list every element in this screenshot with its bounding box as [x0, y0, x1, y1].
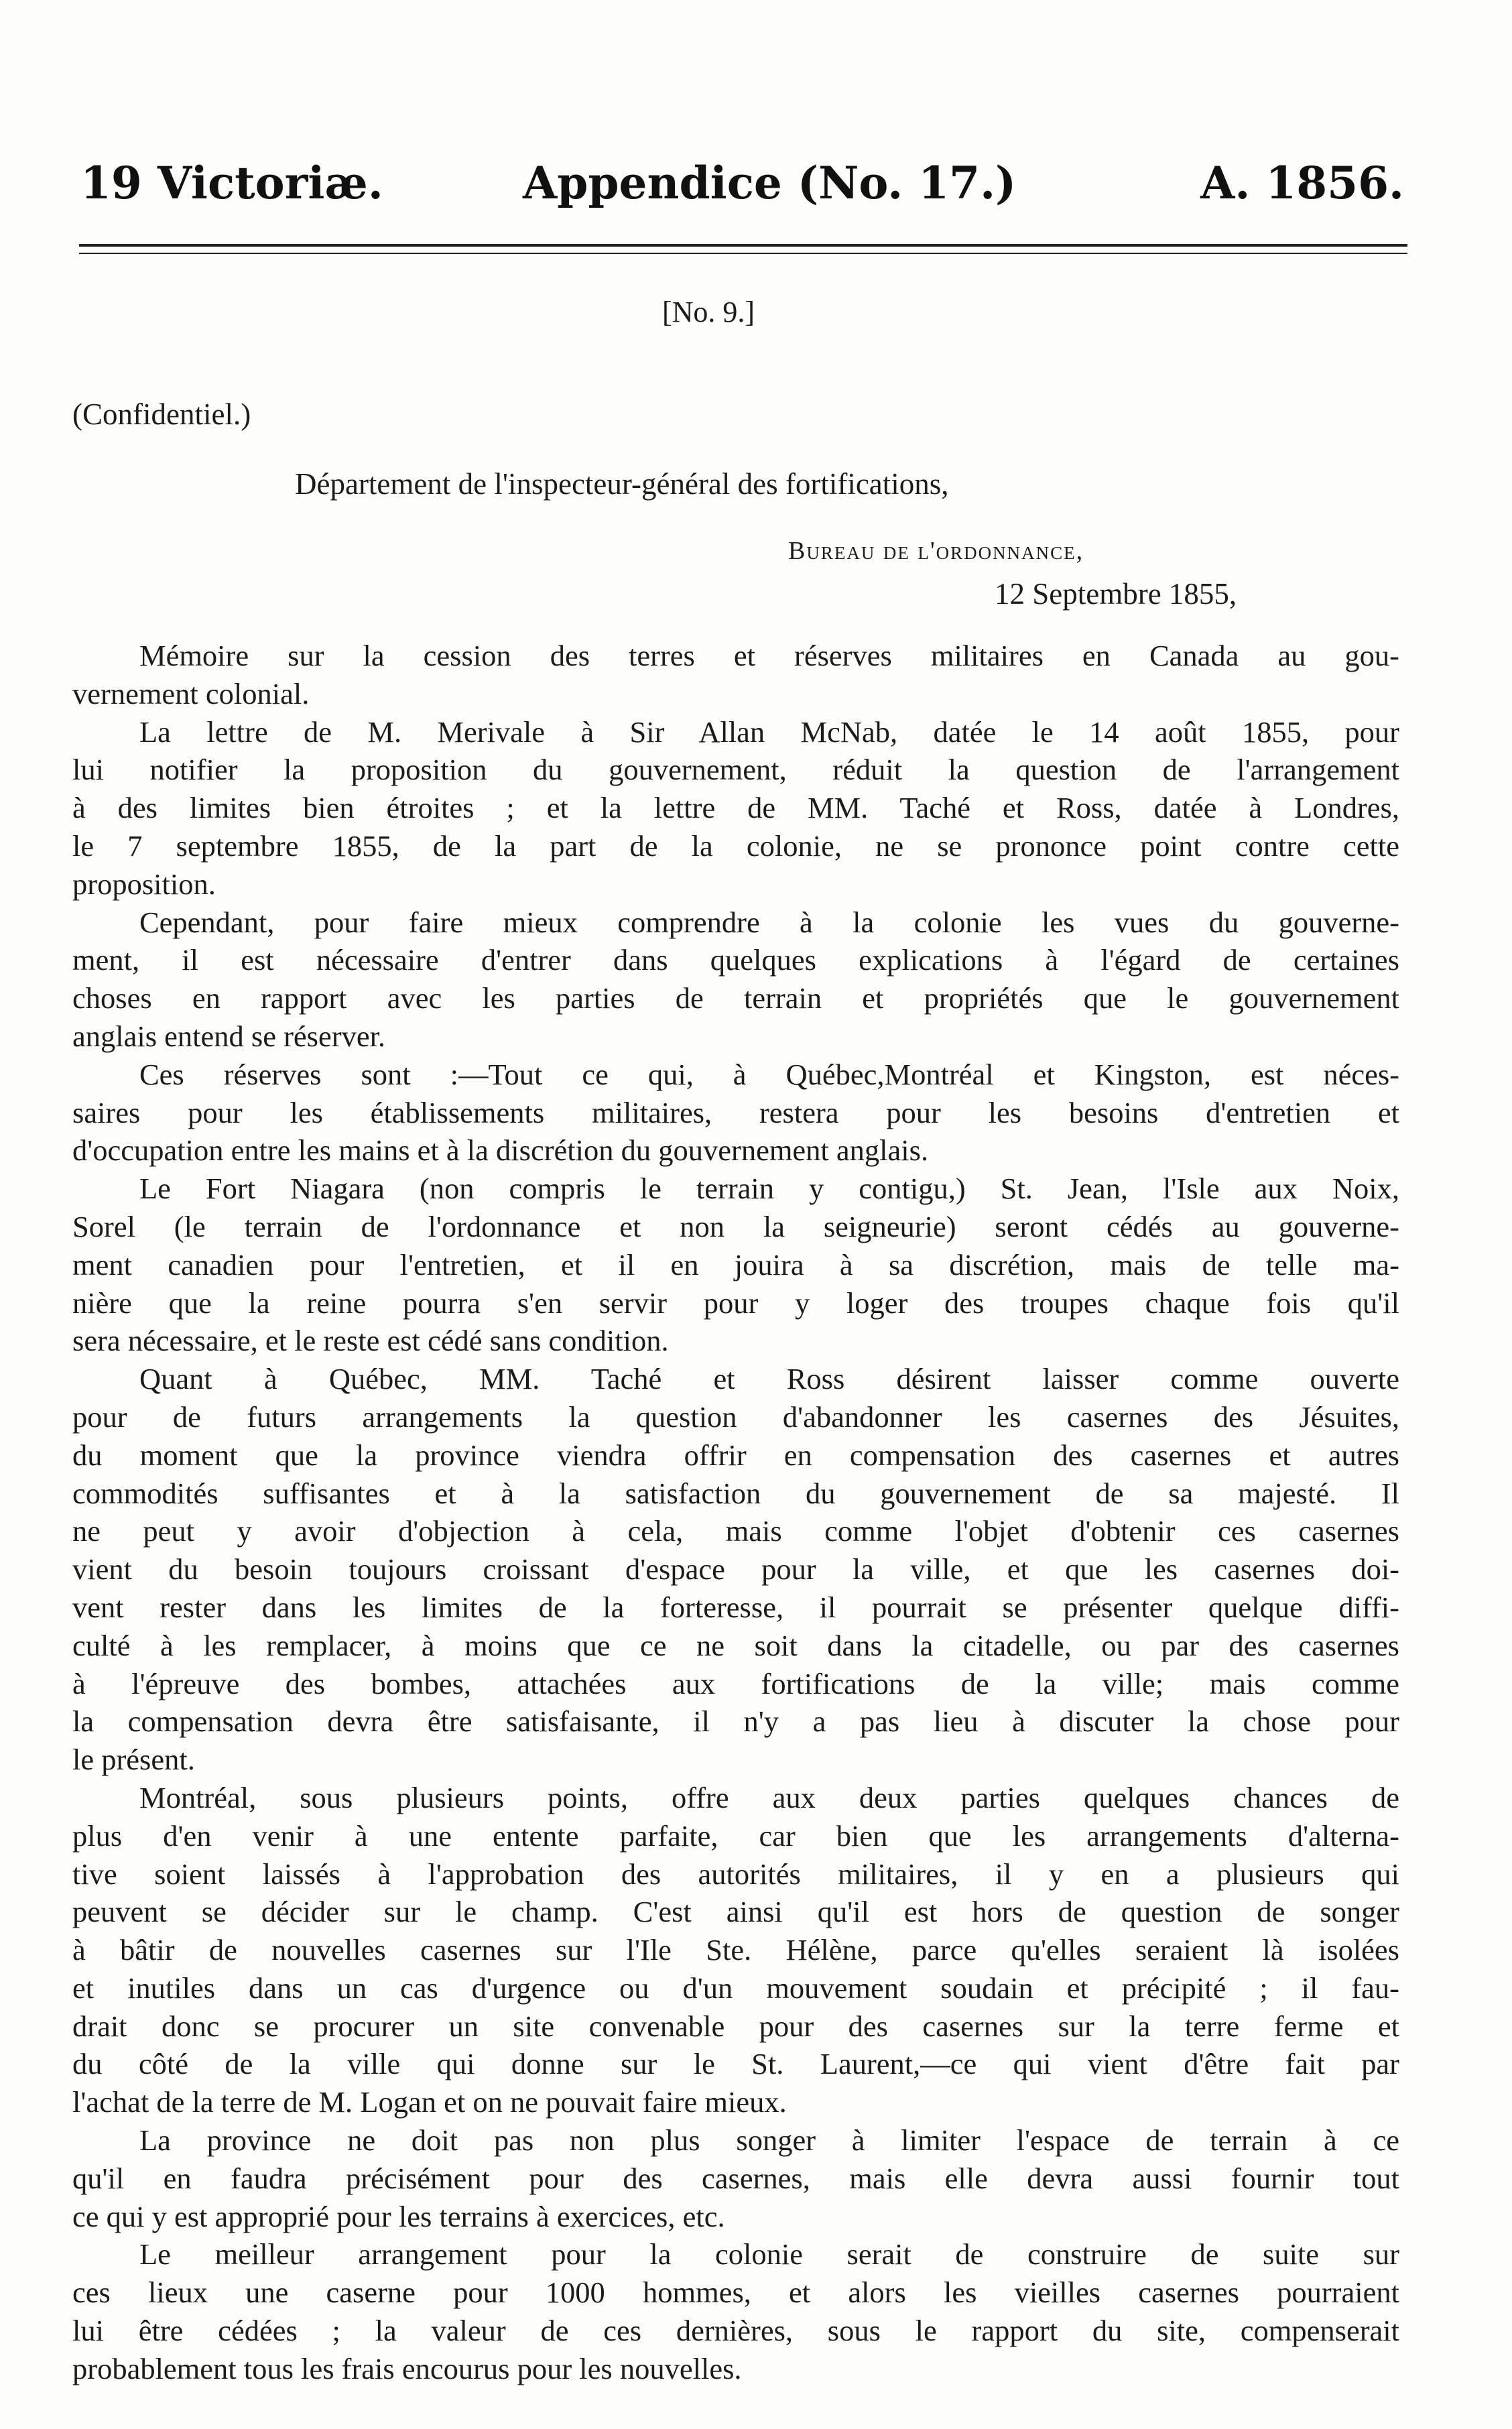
text-line: ce qui y est approprié pour les terrains à exercices, etc.	[72, 2199, 725, 2233]
text-line: nière que la reine pourra s'en servir pour y loger des troupes chaque fois qu'il	[72, 1286, 1399, 1320]
text-line: pour de futurs arrangements la question d'abandonner les casernes des Jésuites,	[72, 1399, 1399, 1434]
text-line: Sorel (le terrain de l'ordonnance et non la seigneurie) seront cédés au gouverne-	[72, 1209, 1399, 1243]
header-appendix: Appendice (No. 17.)	[523, 157, 1017, 209]
text-line: vernement colonial.	[72, 676, 310, 710]
text-line: anglais entend se réserver.	[72, 1019, 386, 1053]
text-line: La province ne doit pas non plus songer à limiter l'espace de terrain à ce	[139, 2123, 1399, 2158]
text-line: Ces réserves sont :—Tout ce qui, à Québec,Montréal et Kingston, est néces-	[139, 1057, 1399, 1091]
text-line: Cependant, pour faire mieux comprendre à la colonie les vues du gouverne-	[139, 905, 1399, 939]
text-line: à bâtir de nouvelles casernes sur l'Ile Ste. Hélène, parce qu'elles seraient là isolées	[72, 1933, 1399, 1967]
text-line: d'occupation entre les mains et à la discrétion du gouvernement anglais.	[72, 1133, 929, 1168]
text-line: vent rester dans les limites de la forteresse, il pourrait se présenter quelque diffi-	[72, 1590, 1399, 1624]
text-line: ces lieux une caserne pour 1000 hommes, et alors les vieilles casernes pourraient	[72, 2276, 1399, 2310]
text-line: La lettre de M. Merivale à Sir Allan McNab, datée le 14 août 1855, pour	[139, 714, 1399, 749]
text-line: lui être cédées ; la valeur de ces dernières, sous le rapport du site, compenserait	[72, 2314, 1399, 2348]
header-rule-thick	[79, 244, 1407, 247]
header-session: 19 Victoriæ.	[80, 157, 383, 209]
text-line: choses en rapport avec les parties de terrain et propriétés que le gouvernement	[72, 981, 1399, 1015]
text-line: la compensation devra être satisfaisante, il n'y a pas lieu à discuter la chose pour	[72, 1704, 1399, 1739]
bureau-heading: Bureau de l'ordonnance,	[788, 537, 1084, 565]
header-year: A. 1856.	[1200, 157, 1404, 209]
text-line: le 7 septembre 1855, de la part de la colonie, ne se prononce point contre cette	[72, 828, 1399, 863]
text-line: tive soient laissés à l'approbation des autorités militaires, il y en a plusieurs qui	[72, 1857, 1399, 1891]
text-line: ment canadien pour l'entretien, et il en jouira à sa discrétion, mais de telle ma-	[72, 1247, 1399, 1282]
confidential-label: (Confidentiel.)	[72, 397, 251, 431]
text-line: à l'épreuve des bombes, attachées aux fortifications de la ville; mais comme	[72, 1666, 1399, 1700]
text-line: qu'il en faudra précisément pour des casernes, mais elle devra aussi fournir tout	[72, 2161, 1399, 2195]
text-line: peuvent se décider sur le champ. C'est ainsi qu'il est hors de question de songer	[72, 1895, 1399, 1929]
text-line: Montréal, sous plusieurs points, offre aux deux parties quelques chances de	[139, 1780, 1399, 1814]
text-line: Mémoire sur la cession des terres et réserves militaires en Canada au gou-	[139, 639, 1399, 672]
page-header	[80, 153, 1404, 213]
text-line: proposition.	[72, 867, 216, 901]
memo-body	[72, 637, 1399, 2388]
header-rule-thin	[79, 253, 1407, 254]
text-line: sera nécessaire, et le reste est cédé sans condition.	[72, 1324, 669, 1358]
text-line: à des limites bien étroites ; et la lettre de MM. Taché et Ross, datée à Londres,	[72, 791, 1399, 825]
text-line: l'achat de la terre de M. Logan et on ne pouvait faire mieux.	[72, 2085, 787, 2119]
text-line: du moment que la province viendra offrir en compensation des casernes et autres	[72, 1438, 1399, 1472]
text-line: commodités suffisantes et à la satisfaction du gouvernement de sa majesté. Il	[72, 1476, 1399, 1510]
text-line: lui notifier la proposition du gouvernement, réduit la question de l'arrangement	[72, 753, 1399, 787]
text-line: drait donc se procurer un site convenable pour des casernes sur la terre ferme et	[72, 2009, 1399, 2043]
text-line: Quant à Québec, MM. Taché et Ross désirent laisser comme ouverte	[139, 1362, 1399, 1396]
text-line: plus d'en venir à une entente parfaite, car bien que les arrangements d'alterna-	[72, 1818, 1399, 1853]
text-line: le présent.	[72, 1743, 195, 1777]
department-heading: Département de l'inspecteur-général des fortifications,	[295, 467, 949, 501]
text-line: du côté de la ville qui donne sur le St. Laurent,—ce qui vient d'être fait par	[72, 2047, 1399, 2081]
text-line: et inutiles dans un cas d'urgence ou d'un mouvement soudain et précipité ; il fau-	[72, 1971, 1399, 2005]
letter-date: 12 Septembre 1855,	[995, 577, 1237, 611]
text-line: Le meilleur arrangement pour la colonie serait de construire de suite sur	[139, 2237, 1399, 2271]
text-line: ne peut y avoir d'objection à cela, mais comme l'objet d'obtenir ces casernes	[72, 1514, 1399, 1548]
document-number: [No. 9.]	[662, 296, 755, 328]
text-line: vient du besoin toujours croissant d'espace pour la ville, et que les casernes doi-	[72, 1552, 1399, 1586]
text-line: culté à les remplacer, à moins que ce ne soit dans la citadelle, ou par des casernes	[72, 1628, 1399, 1662]
text-line: probablement tous les frais encourus pour les nouvelles.	[72, 2351, 742, 2385]
text-line: ment, il est nécessaire d'entrer dans quelques explications à l'égard de certaines	[72, 943, 1399, 977]
text-line: Le Fort Niagara (non compris le terrain y contigu,) St. Jean, l'Isle aux Noix,	[139, 1172, 1399, 1206]
text-line: saires pour les établissements militaires, restera pour les besoins d'entretien et	[72, 1095, 1399, 1129]
